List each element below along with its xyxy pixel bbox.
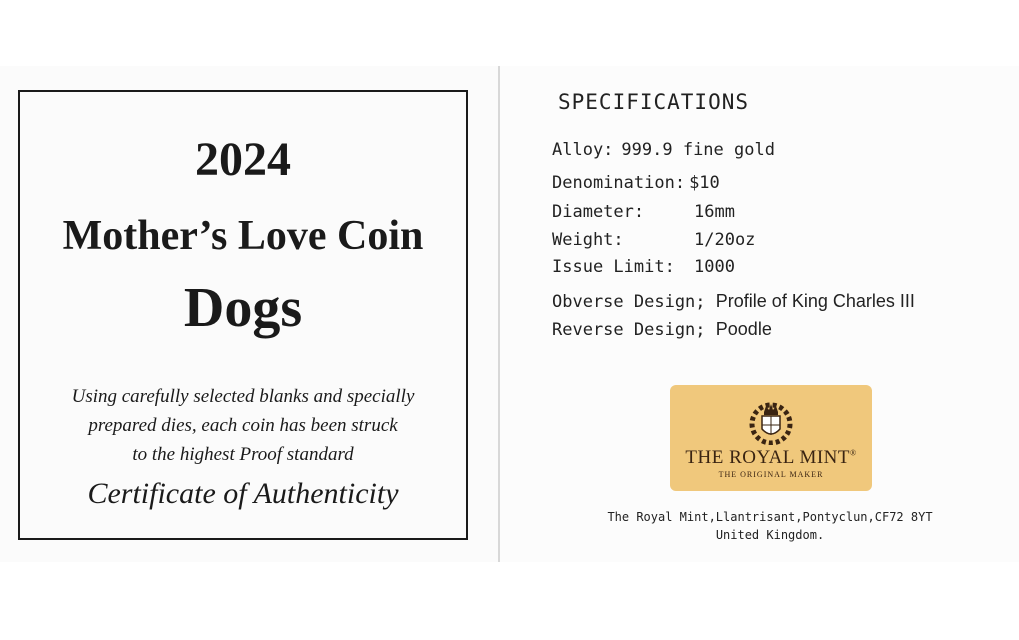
certificate-frame <box>18 90 468 540</box>
specifications-heading: SPECIFICATIONS <box>558 90 750 114</box>
coin-subject: Dogs <box>183 277 303 339</box>
spec-row-diameter <box>552 202 735 222</box>
royal-mint-logo <box>670 385 872 491</box>
brand-name: THE ROYAL MINT <box>685 447 851 468</box>
spec-row-denomination <box>552 173 720 193</box>
spec-value: 1/20oz <box>694 230 756 250</box>
registered-mark: ® <box>850 448 857 458</box>
spec-key: Issue Limit: <box>552 257 675 277</box>
spec-row-issue-limit <box>552 257 735 277</box>
spec-key: Diameter: <box>552 202 645 222</box>
coin-year: 2024 <box>195 133 291 186</box>
design-value: Profile of King Charles III <box>715 291 915 311</box>
spec-row-weight <box>552 230 755 250</box>
royal-mint-wordmark <box>670 447 872 469</box>
spec-key: Weight: <box>552 230 624 250</box>
royal-mint-tagline: THE ORIGINAL MAKER <box>718 470 824 479</box>
coin-description <box>40 382 446 469</box>
spec-value: 16mm <box>694 202 735 222</box>
design-value: Poodle <box>715 319 772 339</box>
description-line: Using carefully selected blanks and specially <box>71 386 415 407</box>
address-line-1: The Royal Mint,Llantrisant,Pontyclun,CF72 8YT <box>607 510 933 524</box>
description-line: to the highest Proof standard <box>132 444 354 465</box>
spec-value: $10 <box>689 173 720 193</box>
spec-row-alloy <box>552 140 775 160</box>
address-line-2: United Kingdom. <box>715 528 825 542</box>
royal-crest-icon <box>748 399 794 445</box>
obverse-design-row <box>552 291 915 312</box>
design-key: Obverse Design; <box>552 292 706 312</box>
description-line: prepared dies, each coin has been struck <box>88 415 398 436</box>
spec-value: 1000 <box>694 257 735 277</box>
spec-key: Alloy: <box>552 140 614 160</box>
coin-title: Mother’s Love Coin <box>62 213 424 259</box>
reverse-design-row <box>552 319 772 340</box>
spec-key: Denomination: <box>552 173 686 193</box>
certificate-label: Certificate of Authenticity <box>87 477 399 510</box>
spec-value: 999.9 fine gold <box>621 140 775 160</box>
design-key: Reverse Design; <box>552 320 706 340</box>
mint-address <box>560 508 980 544</box>
